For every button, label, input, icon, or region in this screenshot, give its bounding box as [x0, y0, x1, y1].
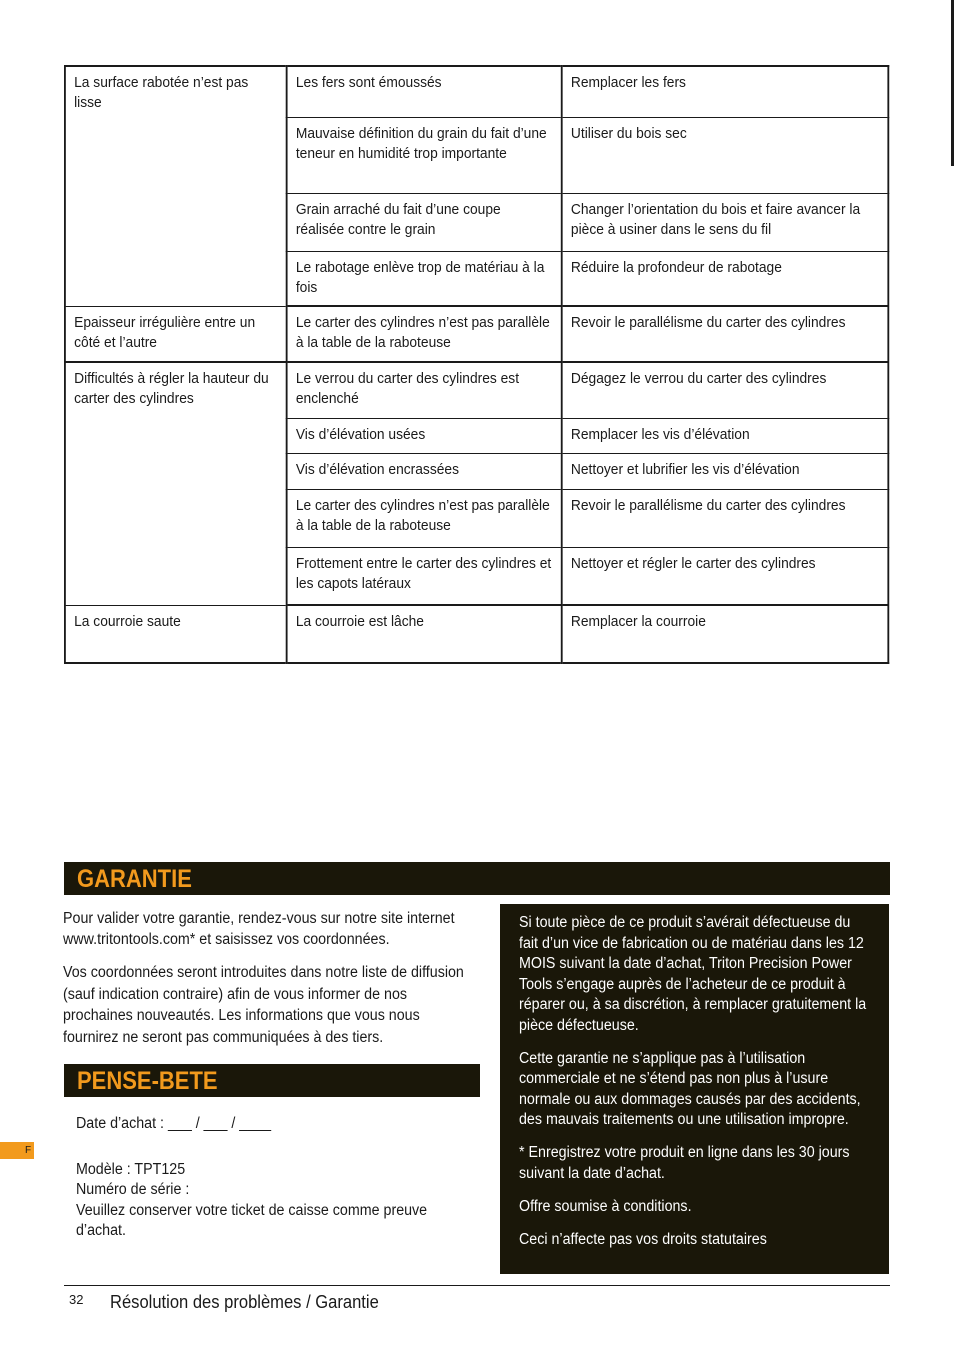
purchase-date-line: Date d’achat : ___ / ___ / ____	[76, 1115, 272, 1132]
table-cell-solution: Remplacer les vis d’élévation	[562, 418, 889, 453]
table-cell-problem: Epaisseur irrégulière entre un côté et l’autre	[65, 306, 287, 362]
table-cell-cause: Le rabotage enlève trop de matériau à la fois	[287, 251, 562, 306]
pense-bete-heading: PENSE-BETE	[77, 1067, 218, 1095]
footer-title: Résolution des problèmes / Garantie	[110, 1292, 379, 1312]
table-cell-solution: Remplacer la courroie	[562, 605, 889, 663]
receipt-note: Veuillez conserver votre ticket de caisse comme preuve d’achat.	[76, 1201, 428, 1239]
language-tab: F	[0, 1142, 34, 1159]
table-cell-cause: Vis d’élévation usées	[287, 418, 562, 453]
troubleshooting-table	[64, 65, 889, 664]
garantie-heading-bar	[64, 862, 890, 895]
garantie-paragraph: Vos coordonnées seront introduites dans notre liste de diffusion (sauf indication contraire) afin de vous informer de nos prochaines nouveautés. Les informations que vous nous fournirez ne seront pas communiquées à des tiers.	[63, 964, 464, 1046]
table-cell-cause: Le carter des cylindres n’est pas parallèle à la table de la raboteuse	[287, 306, 562, 362]
warranty-paragraph: Cette garantie ne s’applique pas à l’utilisation commerciale et ne s’étend pas non plus à l’usure normale ou aux dommages causés par des accidents, des mauvais traitements ou une utilisation impropre.	[519, 1049, 861, 1128]
garantie-paragraph: Pour valider votre garantie, rendez-vous sur notre site internet www.tritontools.com* et saisissez vos coordonnées.	[63, 910, 455, 948]
warranty-paragraph: Offre soumise à conditions.	[519, 1197, 692, 1215]
garantie-intro	[63, 909, 472, 1060]
table-cell-cause: Vis d’élévation encrassées	[287, 453, 562, 489]
table-cell-problem: La surface rabotée n’est pas lisse	[65, 66, 287, 306]
model-line: Modèle : TPT125	[76, 1160, 186, 1178]
table-cell-solution: Changer l’orientation du bois et faire avancer la pièce à usiner dans le sens du fil	[562, 193, 889, 251]
table-cell-problem: La courroie saute	[65, 605, 287, 663]
table-cell-cause: Le verrou du carter des cylindres est enclenché	[287, 362, 562, 418]
table-cell-solution: Nettoyer et lubrifier les vis d’élévation	[562, 453, 889, 489]
page-number: 32	[69, 1292, 84, 1307]
warranty-paragraph: * Enregistrez votre produit en ligne dans les 30 jours suivant la date d’achat.	[519, 1144, 850, 1182]
table-cell-cause: Grain arraché du fait d’une coupe réalisée contre le grain	[287, 193, 562, 251]
table-cell-cause: Mauvaise définition du grain du fait d’une teneur en humidité trop importante	[287, 117, 562, 193]
pense-bete-heading-bar	[64, 1064, 480, 1097]
table-cell-solution: Remplacer les fers	[562, 66, 889, 117]
table-cell-cause: Le carter des cylindres n’est pas parallèle à la table de la raboteuse	[287, 489, 562, 547]
warranty-terms-box	[500, 904, 889, 1274]
garantie-heading: GARANTIE	[77, 865, 192, 893]
warranty-paragraph: Si toute pièce de ce produit s’avérait défectueuse du fait d’un vice de fabrication ou de matériau dans les 12 MOIS suivant la date d’achat, Triton Precision Power Tools s’engage auprès de l’acheteur de ce produit à réparer ou, à sa discrétion, à remplacer gratuitement la pièce défectueuse.	[519, 914, 867, 1034]
table-cell-solution: Réduire la profondeur de rabotage	[562, 251, 889, 306]
serial-line: Numéro de série :	[76, 1181, 190, 1198]
table-cell-cause: La courroie est lâche	[287, 605, 562, 663]
table-cell-cause: Les fers sont émoussés	[287, 66, 562, 117]
table-cell-cause: Frottement entre le carter des cylindres et les capots latéraux	[287, 547, 562, 605]
warranty-paragraph: Ceci n’affecte pas vos droits statutaires	[519, 1230, 767, 1248]
table-cell-problem: Difficultés à régler la hauteur du carter des cylindres	[65, 362, 287, 605]
purchase-memo	[76, 1114, 462, 1242]
table-cell-solution: Dégagez le verrou du carter des cylindres	[562, 362, 889, 418]
footer-divider	[64, 1285, 890, 1286]
table-cell-solution: Revoir le parallélisme du carter des cylindres	[562, 489, 889, 547]
table-cell-solution: Revoir le parallélisme du carter des cylindres	[562, 306, 889, 362]
table-cell-solution: Nettoyer et régler le carter des cylindres	[562, 547, 889, 605]
table-cell-solution: Utiliser du bois sec	[562, 117, 889, 193]
